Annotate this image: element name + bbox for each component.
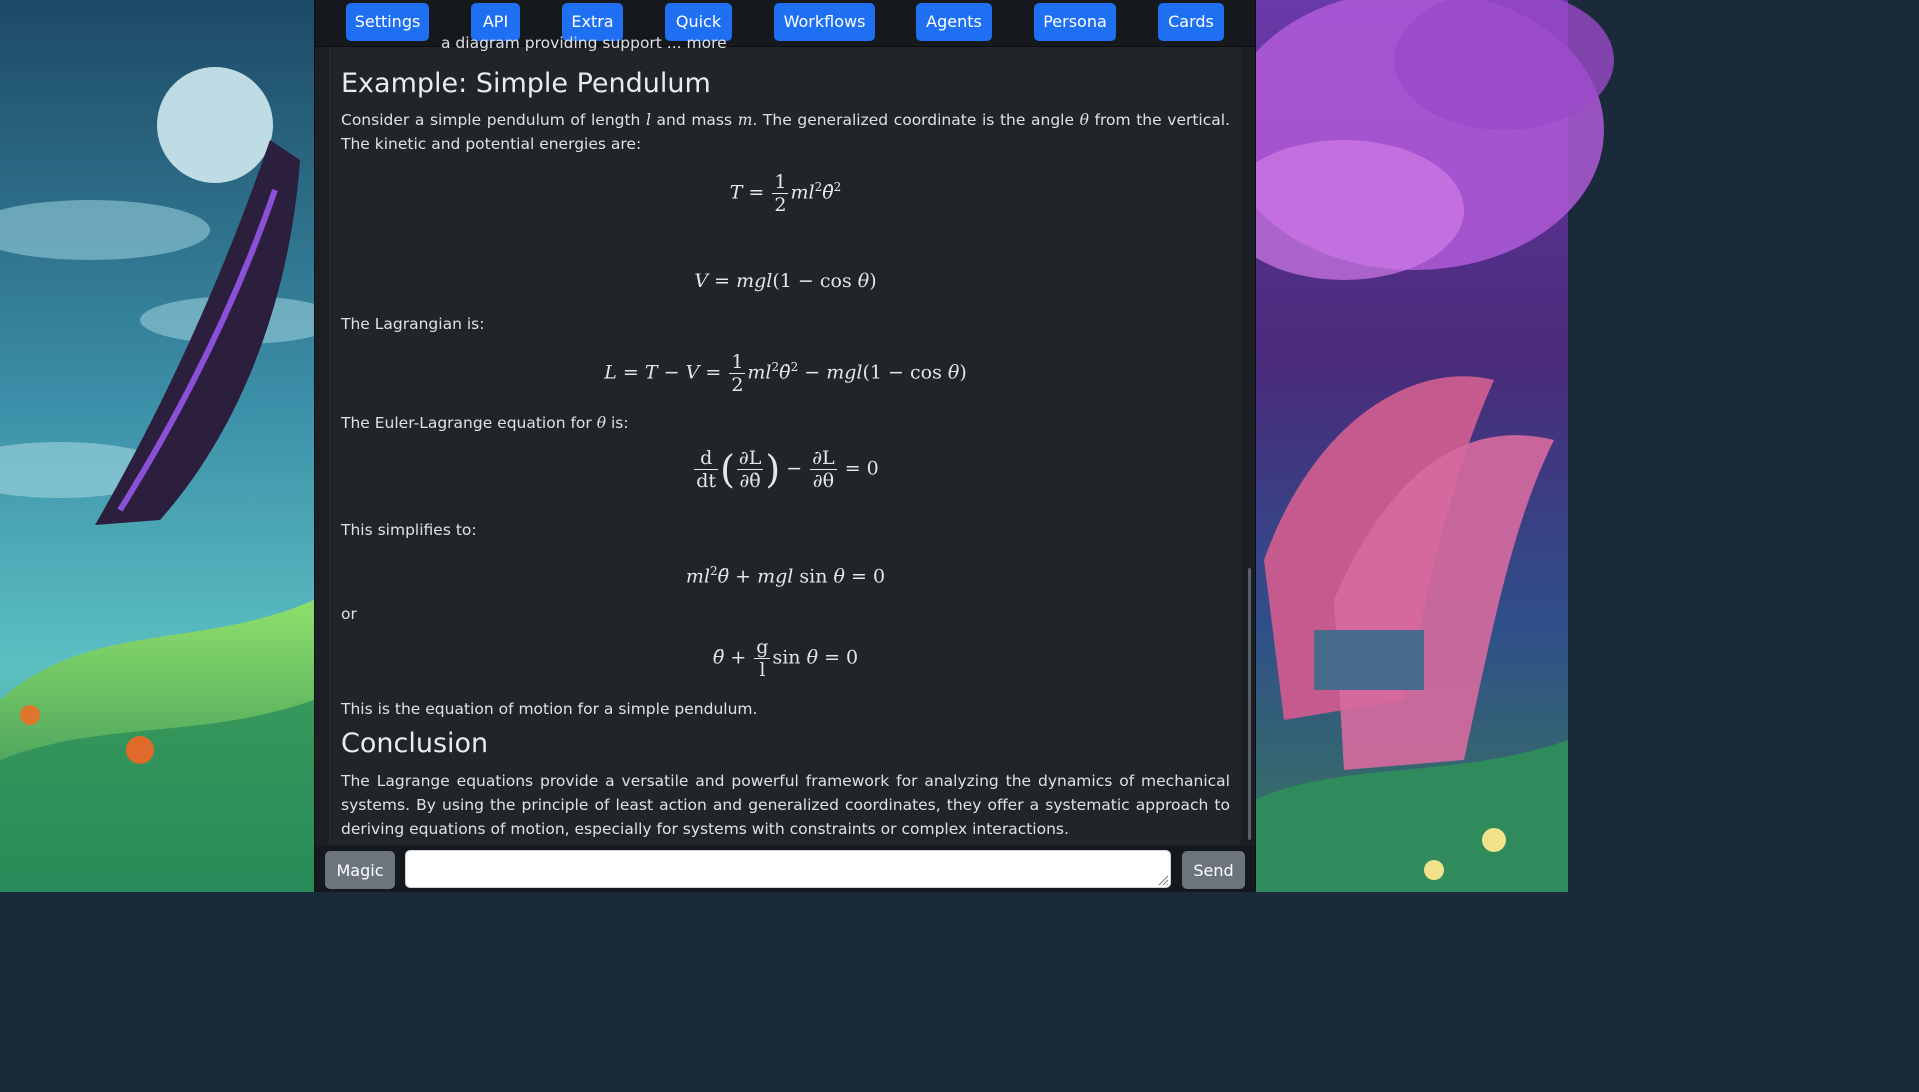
resize-grip-icon[interactable] [1157,874,1169,886]
var-l: l [645,111,651,129]
simplifies-label: This simplifies to: [341,521,477,539]
euler-lagrange-label [341,411,1230,435]
var-m: m [737,111,753,129]
intro-paragraph [341,108,1230,156]
euler-text-a: The Euler-Lagrange equation for [341,414,597,432]
extra-button[interactable]: Extra [562,3,623,41]
persona-button[interactable]: Persona [1034,3,1116,41]
scrollbar-thumb[interactable] [1248,568,1251,840]
conclusion-paragraph: The Lagrange equations provide a versatile and powerful framework for analyzing the dynamics of mechanical systems. By using the principle of least action and generalized coordinates, they offer a systematic approach to deriving equations of motion, especially for systems with constraints or complex interactions. [341,772,1230,838]
equation-final: θ̈ + $\frac{g}{l}$ sin θ = 0 [712,636,859,681]
message-content [329,34,1243,845]
intro-text-d: from the vertical. The kinetic and potential energies are: [341,111,1230,153]
agents-button[interactable]: Agents [916,3,992,41]
var-theta: θ [1079,111,1089,129]
background-art-right [1254,0,1568,892]
intro-text-a: Consider a simple pendulum of length [341,111,646,129]
equation-euler-lagrange: $\frac{d}{dt}$ ( $\frac{\partial L}{\partial\thetȧ}$ ) − $\frac{\partial L}{\partial\theta}$ = 0 [696,447,879,492]
workflows-button[interactable]: Workflows [774,3,875,41]
api-button[interactable]: API [471,3,520,41]
quick-button[interactable]: Quick [665,3,732,41]
magic-button[interactable]: Magic [325,851,395,889]
chat-input[interactable] [405,850,1171,888]
scrollbar-track[interactable] [1241,47,1253,845]
send-button[interactable]: Send [1182,851,1245,889]
intro-text-c: . The generalized coordinate is the angle [752,111,1080,129]
cards-button[interactable]: Cards [1158,3,1224,41]
settings-button[interactable]: Settings [346,3,429,41]
example-heading: Example: Simple Pendulum [341,68,711,99]
conclusion-heading: Conclusion [341,728,489,759]
or-label: or [341,605,357,623]
euler-var-theta: θ [596,414,607,432]
equation-potential: V = mgl(1 − cos θ) [694,270,877,292]
lagrangian-label: The Lagrangian is: [341,315,485,333]
chat-panel [314,0,1256,892]
intro-text-b: and mass [650,111,738,129]
equation-kinetic: T = $\frac{1}{2}$ $ml^2\thetȧ^2$ [729,171,842,216]
background-art-left [0,0,314,892]
motion-sentence: This is the equation of motion for a simple pendulum. [341,700,758,718]
equation-simplified: $ml^2\thetä$ + mgl sin θ = 0 [685,564,886,588]
clipped-text-line: a diagram providing support ... more [441,34,727,52]
euler-text-b: is: [606,414,629,432]
equation-lagrangian: L = T − V = $\frac{1}{2}$ $ml^2\thetȧ^2 - mgl(1 - \cos \theta)$ [604,351,967,396]
input-bar [315,846,1255,892]
